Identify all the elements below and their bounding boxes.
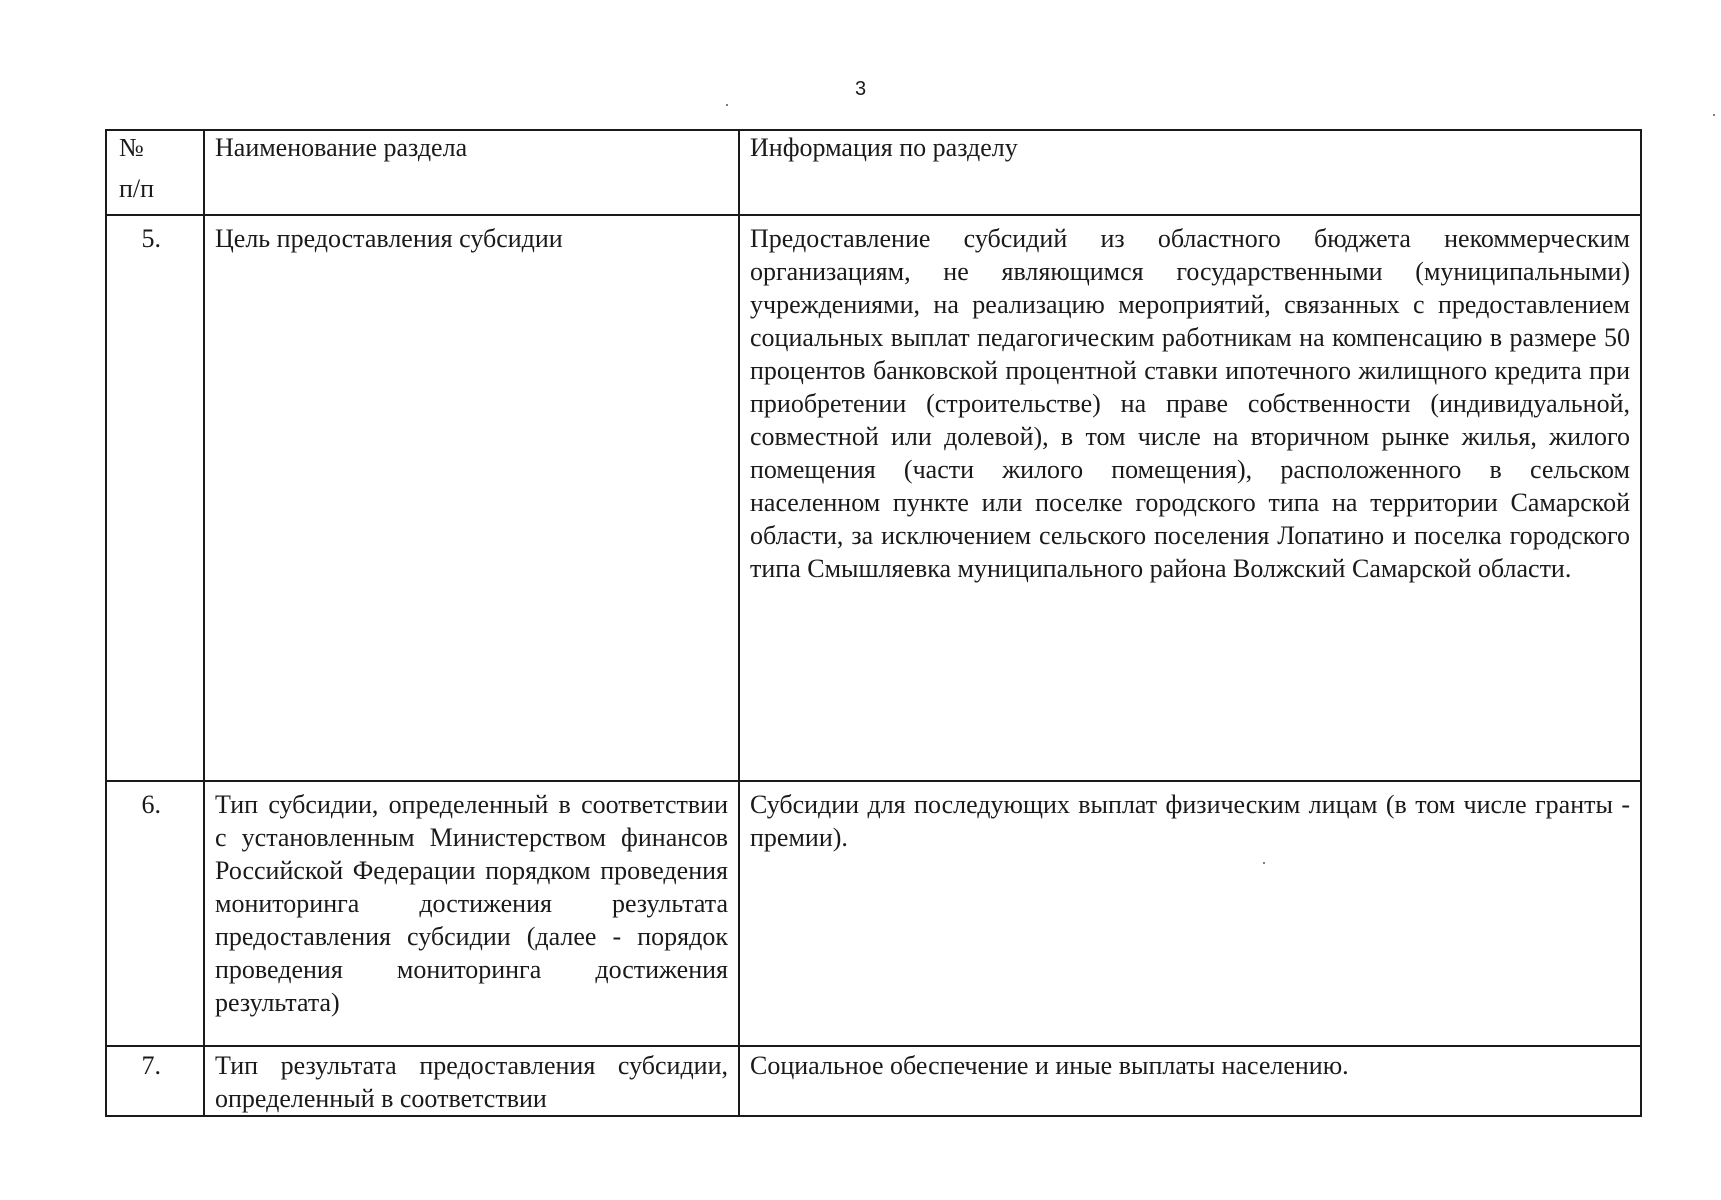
scan-speck	[1713, 114, 1715, 116]
table-header-row	[106, 130, 1641, 215]
header-num-abbrev: п/п	[119, 174, 155, 203]
scan-speck	[726, 104, 728, 106]
table-row	[106, 1046, 1641, 1116]
section-name-cell: Цель предоставления субсидии	[204, 215, 739, 781]
section-info-cell: Социальное обеспечение и иные выплаты населению.	[739, 1046, 1641, 1116]
section-name-cell: Тип субсидии, определенный в соответствии с установленным Министерством финансов Российской Федерации порядком проведения мониторинга достижения результата предоставления субсидии (далее - порядок проведения мониторинга достижения результата)	[204, 781, 739, 1046]
header-info-cell: Информация по разделу	[739, 130, 1641, 215]
header-name-cell: Наименование раздела	[204, 130, 739, 215]
header-num-cell	[106, 130, 204, 215]
subsidy-info-table	[105, 129, 1642, 1117]
table-row	[106, 215, 1641, 781]
page-number: 3	[854, 78, 867, 100]
row-number-cell: 6.	[106, 781, 204, 1046]
table-row	[106, 781, 1641, 1046]
section-name-cell: Тип результата предоставления субсидии, определенный в соответствии	[204, 1046, 739, 1116]
header-num-symbol: №	[119, 133, 144, 162]
row-number-cell: 5.	[106, 215, 204, 781]
section-info-cell: Предоставление субсидий из областного бюджета некоммерческим организациям, не являющимся государственными (муниципальными) учреждениями, на реализацию мероприятий, связанных с предоставлением социальных выплат педагогическим работникам на компенсацию в размере 50 процентов банковской процентной ставки ипотечного жилищного кредита при приобретении (строительстве) на праве собственности (индивидуальной, совместной или долевой), в том числе на вторичном рынке жилья, жилого помещения (части жилого помещения), расположенного в сельском населенном пункте или поселке городского типа на территории Самарской области, за исключением сельского поселения Лопатино и поселка городского типа Смышляевка муниципального района Волжский Самарской области.	[739, 215, 1641, 781]
row-number-cell: 7.	[106, 1046, 204, 1116]
section-info-cell: Субсидии для последующих выплат физическим лицам (в том числе гранты - премии).	[739, 781, 1641, 1046]
